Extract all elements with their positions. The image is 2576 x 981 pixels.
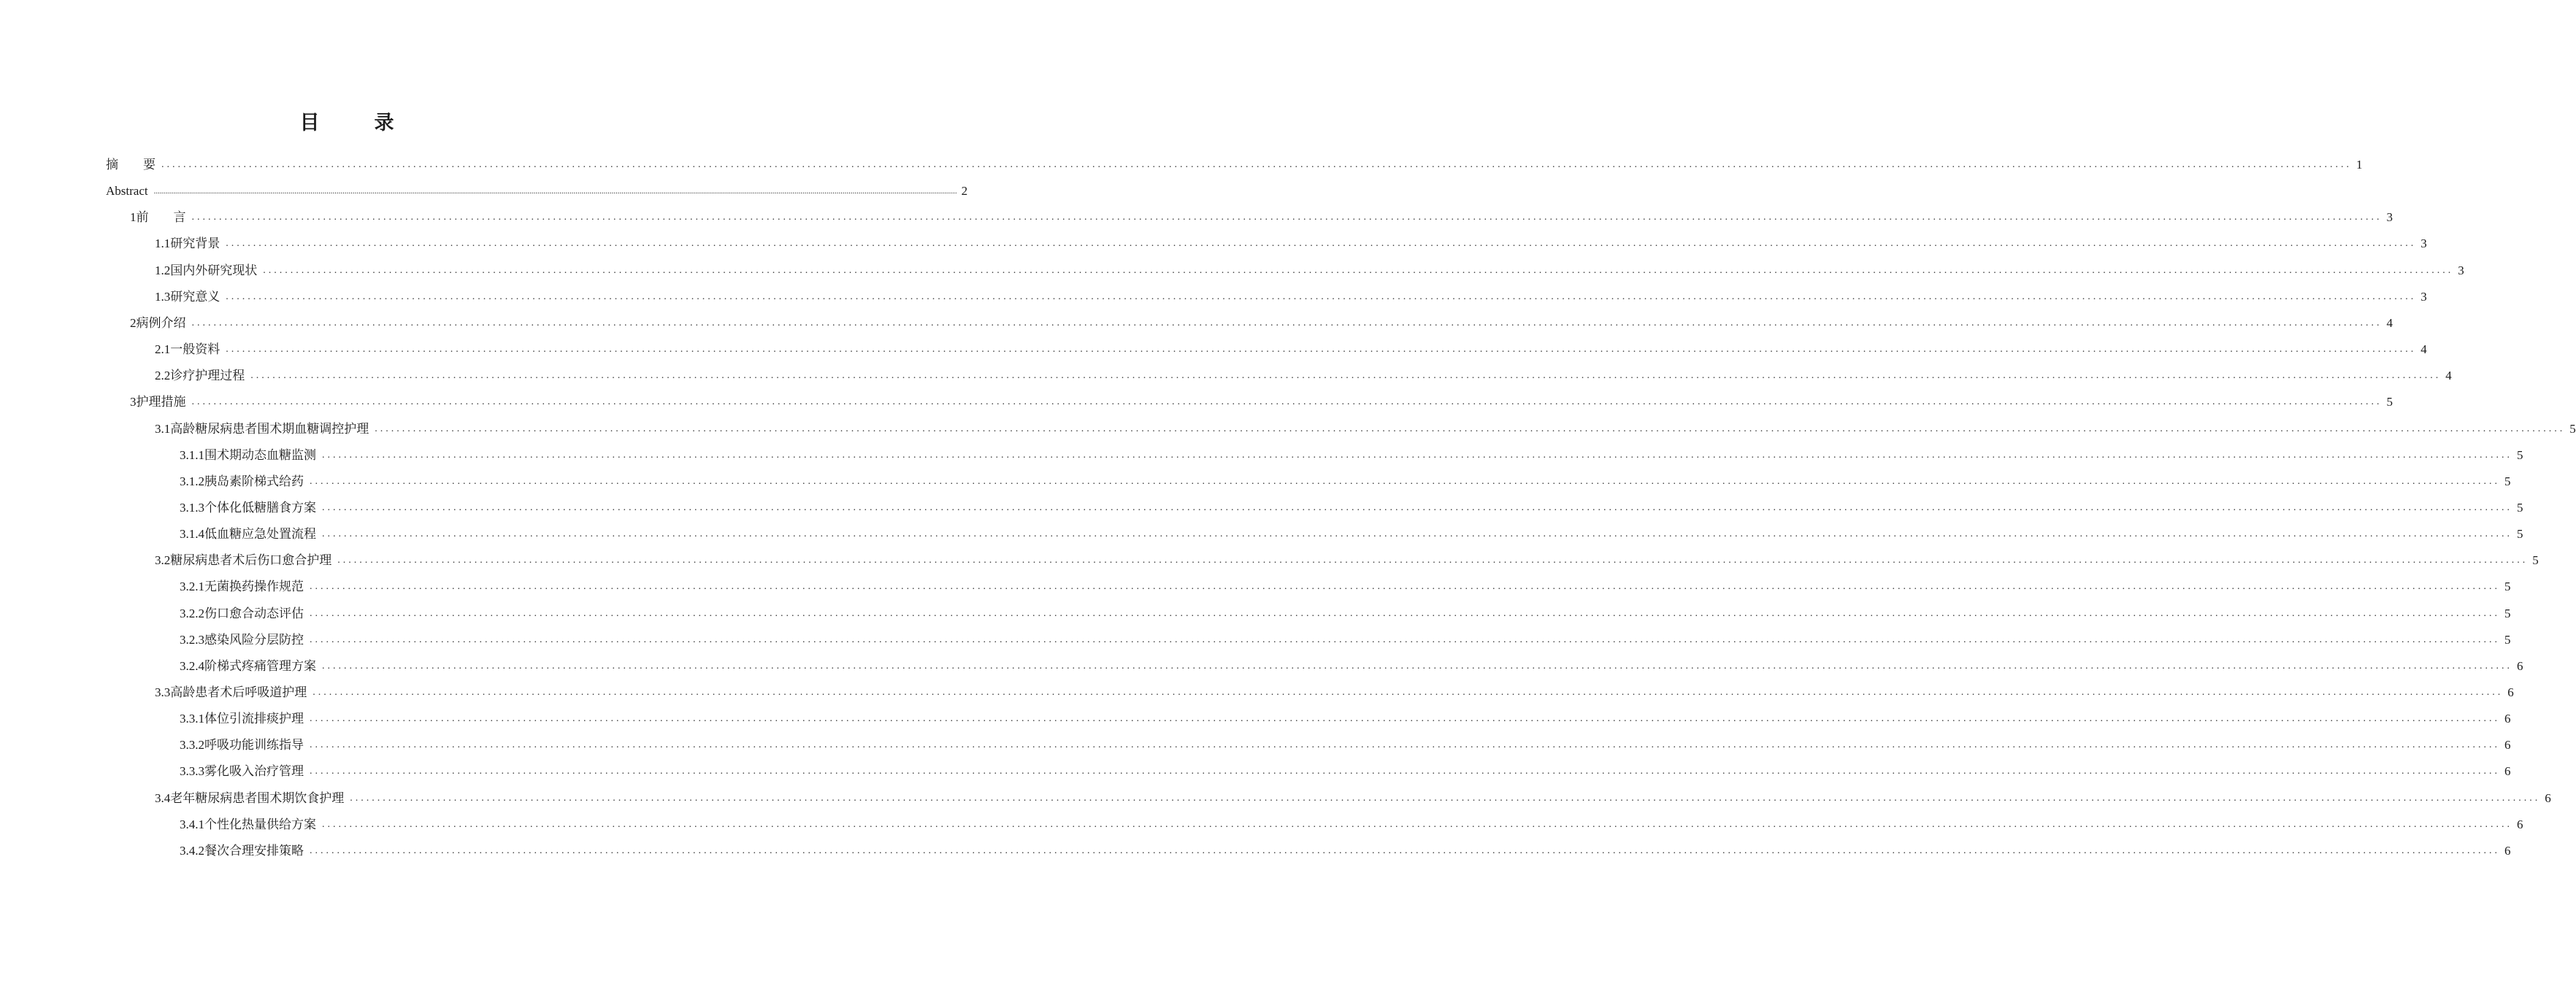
- toc-dot-leader: ................................................................................................................................................................................................................................................................................................................................................................................................................: [322, 818, 2512, 830]
- toc-dot-leader: ................................................................................................................................................................................................................................................................................................................................................................................................................: [313, 687, 2504, 698]
- toc-entry-label: 伤口愈合动态评估: [204, 606, 304, 620]
- toc-entry[interactable]: [180, 706, 2511, 732]
- toc-entry-number: 3.2: [155, 553, 171, 568]
- toc-entry-page: 4: [2420, 342, 2427, 357]
- toc-entry-page: 5: [2504, 580, 2511, 594]
- toc-entry-page: 5: [2532, 553, 2539, 568]
- page-title: 目 录: [299, 112, 412, 134]
- toc-dot-leader: ................................................................................................................................................................................................................................................................................................................................................................................................................: [226, 238, 2417, 250]
- toc-entry[interactable]: [130, 204, 2393, 231]
- toc-entry-label: 胰岛素阶梯式给药: [204, 474, 304, 488]
- toc-entry-page: 2: [961, 184, 968, 199]
- toc-entry[interactable]: [180, 758, 2511, 785]
- toc-dot-leader: ................................................................................................................................................................................................................................................................................................................................................................................................................: [310, 475, 2500, 487]
- toc-dot-leader: ................................................................................................................................................................................................................................................................................................................................................................................................................: [310, 845, 2500, 856]
- toc-entry-page: 5: [2517, 527, 2523, 542]
- toc-entry-label: 老年糖尿病患者围术期饮食护理: [170, 790, 345, 805]
- toc-entry-number: 3.1.2: [180, 474, 204, 488]
- toc-dot-leader: ................................................................................................................................................................................................................................................................................................................................................................................................................: [226, 291, 2417, 302]
- toc-entry[interactable]: [180, 469, 2511, 495]
- toc-entry-number: 1.1: [155, 236, 171, 251]
- toc-dot-leader: ................................................................................................................................................................................................................................................................................................................................................................................................................: [350, 792, 2541, 804]
- toc-entry-number: 2.2: [155, 369, 171, 383]
- toc-dot-leader: ................................................................................................................................................................................................................................................................................................................................................................................................................: [337, 555, 2529, 566]
- toc-entry[interactable]: [155, 336, 2427, 363]
- toc-entry-number: 3.2.1: [180, 580, 204, 594]
- toc-dot-leader: ................................................................................................................................................................................................................................................................................................................................................................................................................: [310, 634, 2500, 645]
- toc-dot-leader: ................................................................................................................................................................................................................................................................................................................................................................................................................: [226, 344, 2417, 355]
- toc-entry-label: 前 言: [136, 210, 186, 225]
- toc-entry[interactable]: [180, 495, 2523, 521]
- toc-entry-number: 3.1.3: [180, 500, 204, 515]
- toc-entry-page: 5: [2517, 447, 2523, 462]
- toc-entry-page: 5: [2386, 395, 2393, 409]
- toc-entry-label: 护理措施: [136, 395, 186, 409]
- toc-entry-label: 诊疗护理过程: [170, 369, 245, 383]
- toc-entry-page: 3: [2420, 289, 2427, 304]
- toc-dot-leader: ................................................................................................................................................................................................................................................................................................................................................................................................................: [322, 449, 2512, 461]
- toc-dot-leader: ................................................................................................................................................................................................................................................................................................................................................................................................................: [375, 423, 2566, 434]
- toc-entry[interactable]: [180, 838, 2511, 864]
- toc-dot-leader: ................................................................................................................................................................................................................................................................................................................................................................................................................: [263, 264, 2454, 276]
- toc-entry[interactable]: [180, 627, 2511, 653]
- toc-entry-page: 5: [2504, 474, 2511, 488]
- toc-entry[interactable]: [180, 521, 2523, 547]
- toc-entry-number: 3.4: [155, 790, 171, 805]
- toc-entry-number: 3: [130, 395, 137, 409]
- toc-entry-page: 5: [2569, 421, 2576, 436]
- toc-entry-page: 5: [2504, 632, 2511, 647]
- toc-entry[interactable]: [180, 812, 2523, 838]
- toc-entry-number: 2: [130, 315, 137, 330]
- toc-dot-leader: ................................................................................................................................................................................................................................................................................................................................................................................................................: [250, 370, 2442, 382]
- toc-entry[interactable]: [155, 416, 2576, 442]
- toc-entry[interactable]: [180, 732, 2511, 758]
- toc-dot-leader: ................................................................................................................................................................................................................................................................................................................................................................................................................: [310, 713, 2500, 725]
- toc-entry-number: 1: [130, 210, 137, 225]
- toc-entry-label: 个性化热量供给方案: [204, 817, 316, 831]
- toc-entry-number: 3.1.4: [180, 527, 204, 542]
- toc-entry-label: 阶梯式疼痛管理方案: [204, 658, 316, 673]
- toc-entry-number: 3.2.3: [180, 632, 204, 647]
- toc-dot-leader: ................................................................................................................................................................................................................................................................................................................................................................................................................: [191, 317, 2383, 328]
- toc-entry[interactable]: [180, 442, 2523, 469]
- toc-dot-leader: ................................................................................................................................................................................................................................................................................................................................................................................................................: [161, 159, 2352, 170]
- toc-entry-number: 2.1: [155, 342, 171, 357]
- toc-entry-label: 个体化低糖膳食方案: [204, 500, 316, 515]
- toc-entry-label: 高龄患者术后呼吸道护理: [170, 685, 307, 699]
- toc-entry-number: 3.3.1: [180, 712, 204, 726]
- toc-entry-page: 5: [2504, 606, 2511, 620]
- toc-dot-leader: ................................................................................................................................................................................................................................................................................................................................................................................................................: [191, 212, 2383, 223]
- toc-entry-number: 1.3: [155, 289, 171, 304]
- toc-entry-label: 糖尿病患者术后伤口愈合护理: [170, 553, 332, 568]
- toc-entry-label: 无菌换药操作规范: [204, 580, 304, 594]
- toc-entry-number: 3.1: [155, 421, 171, 436]
- toc-entry-label: 一般资料: [170, 342, 221, 357]
- toc-entry-page: 6: [2504, 738, 2511, 753]
- toc-entry-label: 国内外研究现状: [170, 263, 258, 277]
- toc-entry-page: 6: [2504, 764, 2511, 779]
- toc-entry[interactable]: [106, 152, 2363, 178]
- toc-entry-label: 摘 要: [106, 158, 156, 172]
- toc-entry[interactable]: [155, 231, 2427, 257]
- toc-entry-number: 1.2: [155, 263, 171, 277]
- toc-entry-page: 6: [2507, 685, 2514, 699]
- toc-entry-label: 体位引流排痰护理: [204, 712, 304, 726]
- toc-entry-page: 4: [2445, 369, 2452, 383]
- toc-entry-label: 餐次合理安排策略: [204, 843, 304, 858]
- toc-entry-label: 围术期动态血糖监测: [204, 447, 316, 462]
- toc-entry[interactable]: [180, 601, 2511, 627]
- toc-entry-page: 1: [2356, 158, 2363, 172]
- toc-entry-label: 高龄糖尿病患者围术期血糖调控护理: [170, 421, 369, 436]
- toc-entry-label: 研究背景: [170, 236, 221, 251]
- toc-entry-page: 3: [2386, 210, 2393, 225]
- toc-entry-number: 3.1.1: [180, 447, 204, 462]
- toc-entry-number: 3.4.2: [180, 843, 204, 858]
- toc-entry-label: 病例介绍: [136, 315, 186, 330]
- toc-entry[interactable]: [155, 363, 2452, 389]
- toc-dot-leader: ................................................................................................................................................................................................................................................................................................................................................................................................................: [153, 187, 957, 196]
- toc-dot-leader: ................................................................................................................................................................................................................................................................................................................................................................................................................: [191, 396, 2383, 408]
- toc-entry[interactable]: [155, 258, 2464, 284]
- toc-entry-number: 3.3: [155, 685, 171, 699]
- toc-entry[interactable]: [155, 680, 2514, 706]
- toc-entry-page: 6: [2504, 843, 2511, 858]
- toc-entry-number: 3.2.2: [180, 606, 204, 620]
- toc-entry[interactable]: [155, 785, 2551, 812]
- toc-entry[interactable]: [155, 284, 2427, 310]
- toc-entry-label: 低血糖应急处置流程: [204, 527, 316, 542]
- toc-entry-number: 3.4.1: [180, 817, 204, 831]
- toc-entry-page: 4: [2386, 315, 2393, 330]
- toc-entry-label: 雾化吸入治疗管理: [204, 764, 304, 779]
- toc-entry[interactable]: [155, 547, 2539, 574]
- toc-dot-leader: ................................................................................................................................................................................................................................................................................................................................................................................................................: [322, 528, 2512, 540]
- toc-dot-leader: ................................................................................................................................................................................................................................................................................................................................................................................................................: [322, 660, 2512, 672]
- toc-dot-leader: ................................................................................................................................................................................................................................................................................................................................................................................................................: [310, 739, 2500, 751]
- toc-entry-label: 感染风险分层防控: [204, 632, 304, 647]
- toc-entry[interactable]: [130, 389, 2393, 415]
- toc-dot-leader: ................................................................................................................................................................................................................................................................................................................................................................................................................: [310, 607, 2500, 619]
- toc-entry[interactable]: [130, 310, 2393, 336]
- toc-entry[interactable]: [180, 653, 2523, 680]
- toc-entry-page: 3: [2458, 263, 2464, 277]
- toc-entry-number: 3.3.3: [180, 764, 204, 779]
- toc-entry[interactable]: [180, 574, 2511, 600]
- toc-entry-page: 6: [2545, 790, 2551, 805]
- toc-entry-label: 呼吸功能训练指导: [204, 738, 304, 753]
- toc-entry-page: 6: [2517, 658, 2523, 673]
- toc-dot-leader: ................................................................................................................................................................................................................................................................................................................................................................................................................: [310, 766, 2500, 777]
- toc-entry-page: 5: [2517, 500, 2523, 515]
- toc-entry-number: 3.3.2: [180, 738, 204, 753]
- toc-dot-leader: ................................................................................................................................................................................................................................................................................................................................................................................................................: [310, 581, 2500, 593]
- toc-dot-leader: ................................................................................................................................................................................................................................................................................................................................................................................................................: [322, 501, 2512, 513]
- toc-entry[interactable]: [106, 178, 968, 204]
- toc-entry-page: 6: [2517, 817, 2523, 831]
- toc-entry-label: 研究意义: [170, 289, 221, 304]
- toc-entry-page: 6: [2504, 712, 2511, 726]
- toc-entry-label: Abstract: [106, 184, 148, 199]
- toc-entry-page: 3: [2420, 236, 2427, 251]
- toc-entry-number: 3.2.4: [180, 658, 204, 673]
